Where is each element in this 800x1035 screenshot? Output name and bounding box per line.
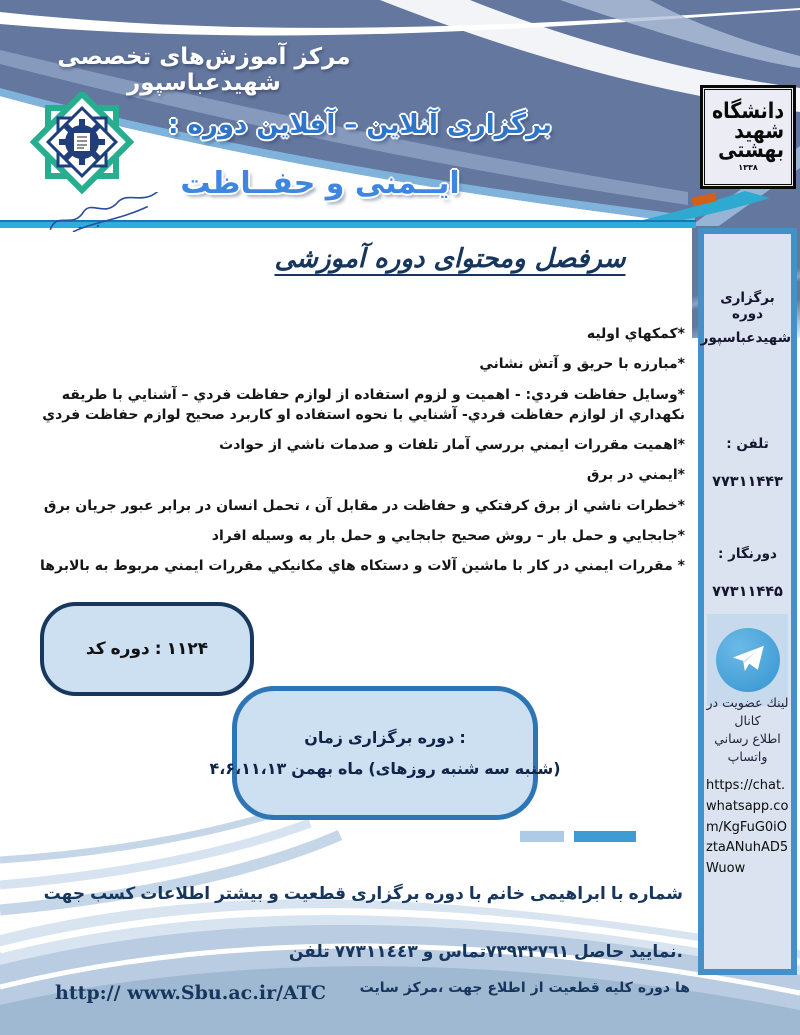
word: ابراهیمی — [529, 884, 606, 904]
word: کلیه — [604, 980, 633, 996]
section-title: سرفصل ومحتوای دوره آموزشی — [274, 244, 626, 274]
contact-note-line1 — [44, 884, 683, 904]
course-delivery-subtitle: برگزاری آنلاین – آفلاین دوره : — [168, 110, 552, 140]
word: دوره — [637, 980, 671, 996]
word: نمایید. — [629, 942, 683, 962]
topic-item: *کمکهاي اوليه — [586, 326, 685, 342]
schedule-dates — [209, 759, 560, 778]
word: زمان — [304, 728, 343, 747]
word: ٧٣٩٣٢٧٦١تماس — [438, 942, 569, 962]
word: با — [468, 884, 482, 904]
word: ٧٧٣١١٤٤٣ — [334, 942, 418, 962]
word: : — [154, 639, 162, 659]
signature-scribble — [40, 192, 170, 232]
word: و — [268, 884, 279, 904]
word: اطلاعات — [140, 884, 211, 904]
course-code-label — [86, 639, 208, 659]
word: : — [459, 728, 466, 747]
word: دوره — [417, 728, 455, 747]
fax-number: ۷۷۳۱۱۴۴۵ — [712, 584, 783, 600]
telegram-tile — [707, 614, 788, 706]
university-logo-year: ۱۳۳۸ — [738, 162, 758, 172]
word: سایت — [359, 980, 399, 996]
whatsapp-link[interactable]: https://chat.whatsapp.com/KgFuG0iOztaANuhAD5Wuow — [706, 778, 789, 877]
phone-number: ۷۷۳۱۱۴۴۳ — [712, 474, 783, 490]
word: بهمن — [291, 759, 333, 778]
sidebar-org-line2: شهیدعباسپور — [700, 330, 791, 346]
course-code-pill — [40, 602, 254, 696]
topic-item: *مبارزه با حريق و آتش نشاني — [479, 356, 685, 373]
course-title: ایــمنی و حفــاظت — [180, 166, 460, 201]
word: سه — [484, 759, 510, 778]
topic-item: *جابجایي و حمل بار – روش صحیح جابجایي و حمل بار به وسیله افراد — [211, 528, 685, 545]
word: با — [610, 884, 624, 904]
word: و — [422, 942, 434, 962]
word: از — [530, 980, 544, 996]
topic-item: * مقررات ایمني در کار با ماشین آلات و دستکاه هاي مکانیکي مقررات ایمني مربوط به بالابرها — [40, 558, 685, 575]
channel-note-line2: اطلاع رساني واتساپ — [714, 731, 781, 764]
telegram-icon[interactable] — [716, 628, 780, 692]
word: کسب — [90, 884, 136, 904]
word: خانم — [486, 884, 525, 904]
phone-label: تلفن : — [726, 436, 769, 452]
list-item: شهید — [734, 118, 785, 144]
word: قطعیت — [548, 980, 600, 996]
word: جهت — [448, 980, 483, 996]
channel-note-line1: لینك عضویت در کانال — [706, 695, 789, 728]
topic-item: *خطرات ناشي از برق کرفتکي و حفاظت در مقابل آن ، تحمل انسان در برابر عبور جریان برق — [43, 497, 685, 514]
word: (روزهای — [368, 759, 436, 778]
word: بیشتر — [215, 884, 264, 904]
org-title: مرکز آموزش‌های تخصصی شهیدعباسپور — [57, 44, 351, 96]
footer-dash-light — [520, 831, 564, 842]
word: برگزاری — [351, 884, 420, 904]
word: شنبه) — [514, 759, 561, 778]
sidebar-org-line1: برگزاری دوره — [720, 290, 775, 322]
word: ۱۱۲۴ — [166, 639, 209, 659]
sidebar-panel — [698, 228, 797, 975]
word: تلفن — [288, 942, 330, 962]
list-item: بهشتی — [718, 137, 785, 163]
schedule-heading — [304, 728, 466, 747]
word: ۴،۶،۱۱،۱۳ — [209, 759, 287, 778]
website-link[interactable]: http:// www.Sbu.ac.ir/ATC — [55, 982, 326, 1004]
word: کد — [85, 639, 106, 659]
word: ماه — [337, 759, 364, 778]
word: مرکز، — [403, 980, 444, 996]
topic-item: *اهمیت مقررات ایمني بررسي آمار تلفات و صدمات ناشي از حوادث — [219, 437, 685, 454]
training-center-logo-icon — [26, 92, 138, 196]
university-logo — [700, 85, 796, 189]
word: دوره — [424, 884, 464, 904]
site-note — [360, 980, 690, 996]
word: قطعیت — [283, 884, 347, 904]
word: دوره — [110, 639, 150, 659]
topic-item: *ایمني در برق — [586, 467, 685, 484]
word: ها — [675, 980, 690, 996]
word: شنبه — [440, 759, 480, 778]
contact-phone-line — [289, 942, 683, 962]
word: شماره — [628, 884, 683, 904]
word: جهت — [43, 884, 86, 904]
topic-item: *وسایل حفاظت فردي: - اهمیت و لزوم استفاده از لوازم حفاظت فردي – آشنایي با طریقه نکهداري از لوازم حفاظت فردي- آشنایي با نحوه استفاده او کاربرد صحیح لوازم حفاظت فردي — [42, 386, 685, 423]
schedule-box — [209, 686, 561, 820]
word: برگزاری — [347, 728, 413, 747]
list-item: دانشگاه — [711, 98, 785, 124]
footer-dash-blue — [574, 831, 636, 842]
word: حاصل — [573, 942, 625, 962]
word: اطلاع — [487, 980, 526, 996]
university-logo-calligraphy — [711, 98, 785, 163]
fax-label: دورنگار : — [718, 546, 777, 562]
topics-list — [28, 324, 685, 587]
